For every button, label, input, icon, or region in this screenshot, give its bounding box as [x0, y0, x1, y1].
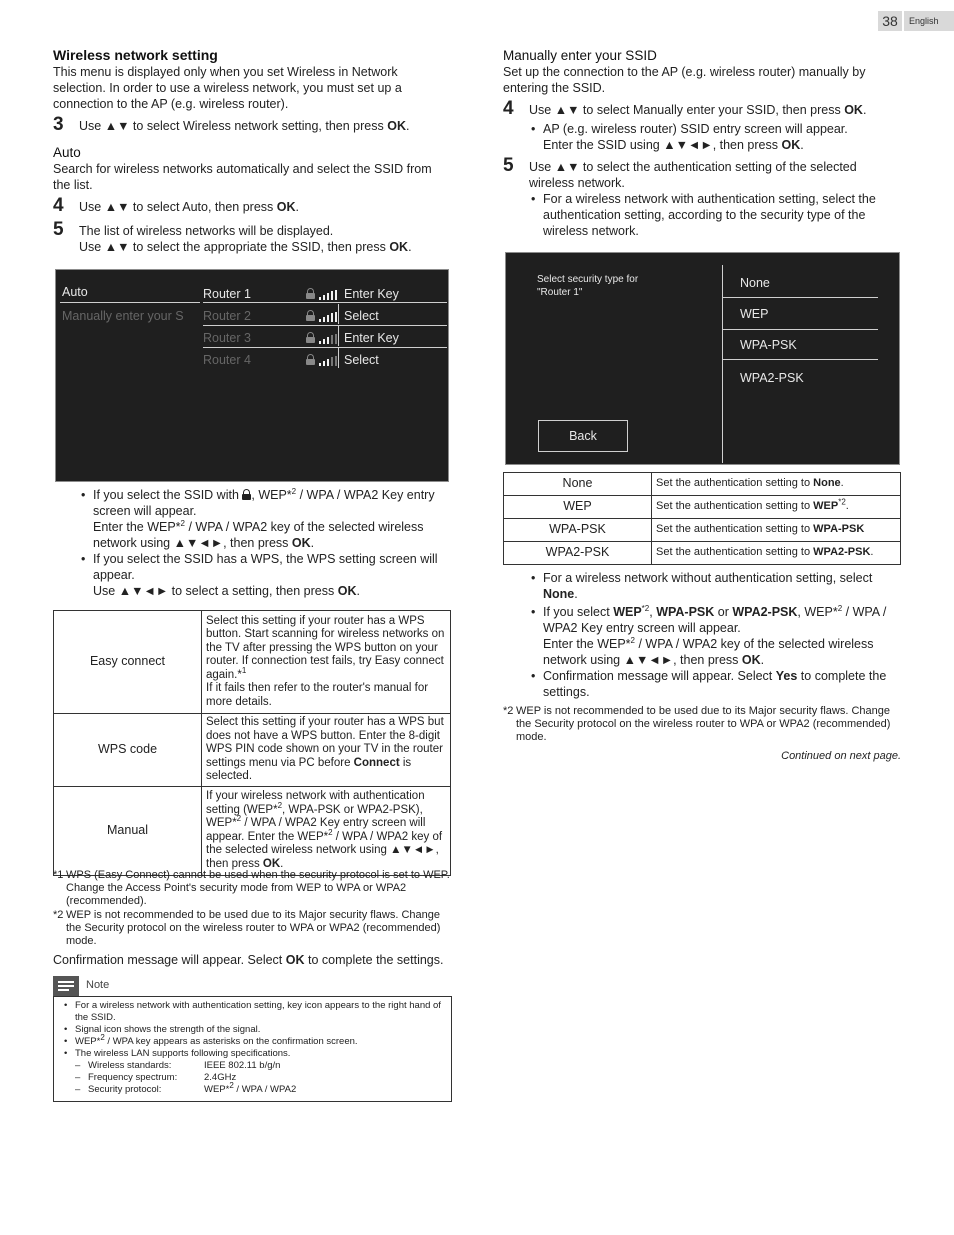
auth-label: WPA-PSK — [504, 519, 652, 542]
option-description: If your wireless network with authentication setting (WEP*$^2$, WPA-PSK or WPA2-PSK), WEP*$^2$ / WPA / WPA2 Key entry screen will appear. Enter the WEP*$^2$ / WPA / WPA2 key of the selected wireless network using ▲▼◄►, then press OK. — [202, 786, 451, 875]
language-label: English — [904, 11, 954, 31]
lock-icon — [306, 354, 315, 365]
table-row — [54, 786, 451, 875]
lock-icon — [306, 288, 315, 299]
option-none[interactable]: None — [740, 276, 770, 290]
left-column — [53, 47, 451, 255]
security-type-screen — [505, 252, 900, 465]
auth-label: None — [504, 473, 652, 496]
auth-setting-table — [503, 472, 901, 565]
continued-note: Continued on next page. — [781, 750, 901, 762]
footnote-1: *1 WPS (Easy Connect) cannot be used when the security protocol is set to WEP. Change the Access Point's security mode from WEP to WPA or WPA2 (recommended). — [53, 869, 450, 907]
bullet-wep-key: • If you select the SSID with , WEP*$^2$ / WPA / WPA2 Key entry screen will appear. Enter the WEP*$^2$ / WPA / WPA2 key of the selected wireless network using ▲▼◄►, then press OK. — [79, 487, 451, 551]
router-3-name[interactable]: Router 3 — [203, 331, 251, 345]
wps-options-table — [53, 610, 451, 876]
security-prompt: Select security type for "Router 1" — [537, 274, 639, 298]
router-4-name[interactable]: Router 4 — [203, 353, 251, 367]
lock-icon — [242, 489, 251, 500]
option-wpa-psk[interactable]: WPA-PSK — [740, 338, 797, 352]
bullet-key-entry: • If you select WEP$^{*2}$, WPA-PSK or WPA2-PSK, WEP*$^2$ / WPA / WPA2 Key entry screen will appear. Enter the WEP*$^2$ / WPA / WPA2 key of the selected wireless network using ▲▼◄►, then press OK. — [529, 604, 901, 668]
table-row — [504, 496, 901, 519]
step-4-bullet: • AP (e.g. wireless router) SSID entry screen will appear. Enter the SSID using ▲▼◄►, then press OK. — [529, 121, 901, 153]
option-description: Select this setting if your router has a WPS but does not have a WPS button. Enter the 8-digit WPS PIN code shown on your TV in the router settings menu via PC before Connect is selected. — [202, 714, 451, 787]
note-item: • Signal icon shows the strength of the signal. — [62, 1024, 445, 1036]
bullet-confirm: • Confirmation message will appear. Select Yes to complete the settings. — [529, 668, 901, 700]
auto-subtitle: Auto — [53, 145, 81, 160]
router-1-name[interactable]: Router 1 — [203, 287, 251, 301]
spec-row: – Frequency spectrum: 2.4GHz — [75, 1072, 237, 1083]
auth-description: Set the authentication setting to WEP$^{*2}$. — [652, 496, 901, 519]
intro-paragraph: This menu is displayed only when you set Wireless in Network selection. In order to use a wireless network, you must set up a connection to the AP (e.g. wireless router). — [53, 65, 402, 111]
option-label: Easy connect — [54, 611, 202, 714]
option-label: Manual — [54, 786, 202, 875]
signal-strength-icon — [319, 356, 341, 366]
network-list-screen — [55, 269, 449, 482]
menu-item-auto[interactable]: Auto — [62, 285, 88, 299]
note-item: • WEP*$^2$ / WPA key appears as asterisks on the confirmation screen. — [62, 1036, 445, 1048]
note-box — [53, 996, 452, 1102]
back-button[interactable]: Back — [538, 420, 628, 452]
manual-ssid-intro: Set up the connection to the AP (e.g. wireless router) manually by entering the SSID. — [503, 65, 866, 95]
option-label: WPS code — [54, 714, 202, 787]
table-row — [54, 714, 451, 787]
auth-bullets — [529, 570, 901, 700]
footnote-2: *2 WEP is not recommended to be used due to its Major security flaws. Change the Security protocol on the wireless router to WPA or WPA2 (recommended) mode. — [53, 909, 441, 947]
auth-description: Set the authentication setting to None. — [652, 473, 901, 496]
option-wpa2-psk[interactable]: WPA2-PSK — [740, 371, 804, 385]
note-item: • For a wireless network with authentication setting, key icon appears to the right hand of the SSID. — [62, 1000, 445, 1024]
auth-label: WEP — [504, 496, 652, 519]
option-description: Select this setting if your router has a WPS button. Start scanning for wireless networks on the TV after pressing the WPS button on your router. If connection test fails, try Easy connect again.*$^1$ If it fails then refer to the router's manual for more details. — [202, 611, 451, 714]
menu-item-manual[interactable]: Manually enter your S — [62, 309, 184, 323]
router-4-action[interactable]: Select — [344, 353, 379, 367]
step-4: 4 Use ▲▼ to select Auto, then press OK. — [53, 195, 299, 216]
signal-strength-icon — [319, 290, 341, 300]
lock-icon — [306, 310, 315, 321]
step-5: 5 Use ▲▼ to select the authentication setting of the selected wireless network. • For a wireless network with authentication setting, select the authentication setting, according to the security type of the wireless network. — [503, 159, 901, 239]
router-1-action[interactable]: Enter Key — [344, 287, 399, 301]
table-row — [504, 542, 901, 565]
signal-strength-icon — [319, 312, 341, 322]
router-2-name[interactable]: Router 2 — [203, 309, 251, 323]
manual-ssid-title: Manually enter your SSID — [503, 48, 657, 63]
ssid-bullets — [79, 487, 451, 599]
table-row — [504, 473, 901, 496]
lock-icon — [306, 332, 315, 343]
confirm-text: Confirmation message will appear. Select OK to complete the settings. — [53, 953, 444, 967]
auth-description: Set the authentication setting to WPA-PSK — [652, 519, 901, 542]
note-item: • The wireless LAN supports following specifications. — [62, 1048, 445, 1060]
right-column — [503, 47, 901, 239]
auth-description: Set the authentication setting to WPA2-PSK. — [652, 542, 901, 565]
table-row — [504, 519, 901, 542]
auto-description: Search for wireless networks automatically and select the SSID from the list. — [53, 162, 432, 192]
spec-row: – Wireless standards: IEEE 802.11 b/g/n — [75, 1060, 281, 1071]
router-3-action[interactable]: Enter Key — [344, 331, 399, 345]
auth-label: WPA2-PSK — [504, 542, 652, 565]
note-icon — [53, 976, 79, 996]
option-wep[interactable]: WEP — [740, 307, 769, 321]
step-3: 3 Use ▲▼ to select Wireless network setting, then press OK. — [53, 114, 410, 135]
right-footnote: *2 WEP is not recommended to be used due to its Major security flaws. Change the Security protocol on the wireless router to WPA or WPA2 (recommended) mode. — [503, 705, 891, 743]
bullet-wps: • If you select the SSID has a WPS, the WPS setting screen will appear. Use ▲▼◄► to select a setting, then press OK. — [79, 551, 451, 599]
step-4: 4 Use ▲▼ to select Manually enter your SSID, then press OK. • AP (e.g. wireless router) SSID entry screen will appear. Enter the SSID using ▲▼◄►, then press OK. — [503, 102, 901, 153]
step-5: 5 The list of wireless networks will be displayed. Use ▲▼ to select the appropriate the SSID, then press OK. — [53, 219, 412, 254]
signal-strength-icon — [319, 334, 341, 344]
spec-row: – Security protocol: WEP*$^2$ / WPA / WPA2 — [75, 1080, 297, 1095]
bullet-none: • For a wireless network without authentication setting, select None. — [529, 570, 901, 602]
step-5-bullet: • For a wireless network with authentication setting, select the authentication setting, according to the security type of the wireless network. — [529, 191, 901, 239]
page-number: 38 — [878, 11, 902, 31]
section-title: Wireless network setting — [53, 47, 218, 63]
note-label: Note — [86, 979, 110, 991]
left-footnotes — [53, 869, 451, 948]
table-row — [54, 611, 451, 714]
router-2-action[interactable]: Select — [344, 309, 379, 323]
